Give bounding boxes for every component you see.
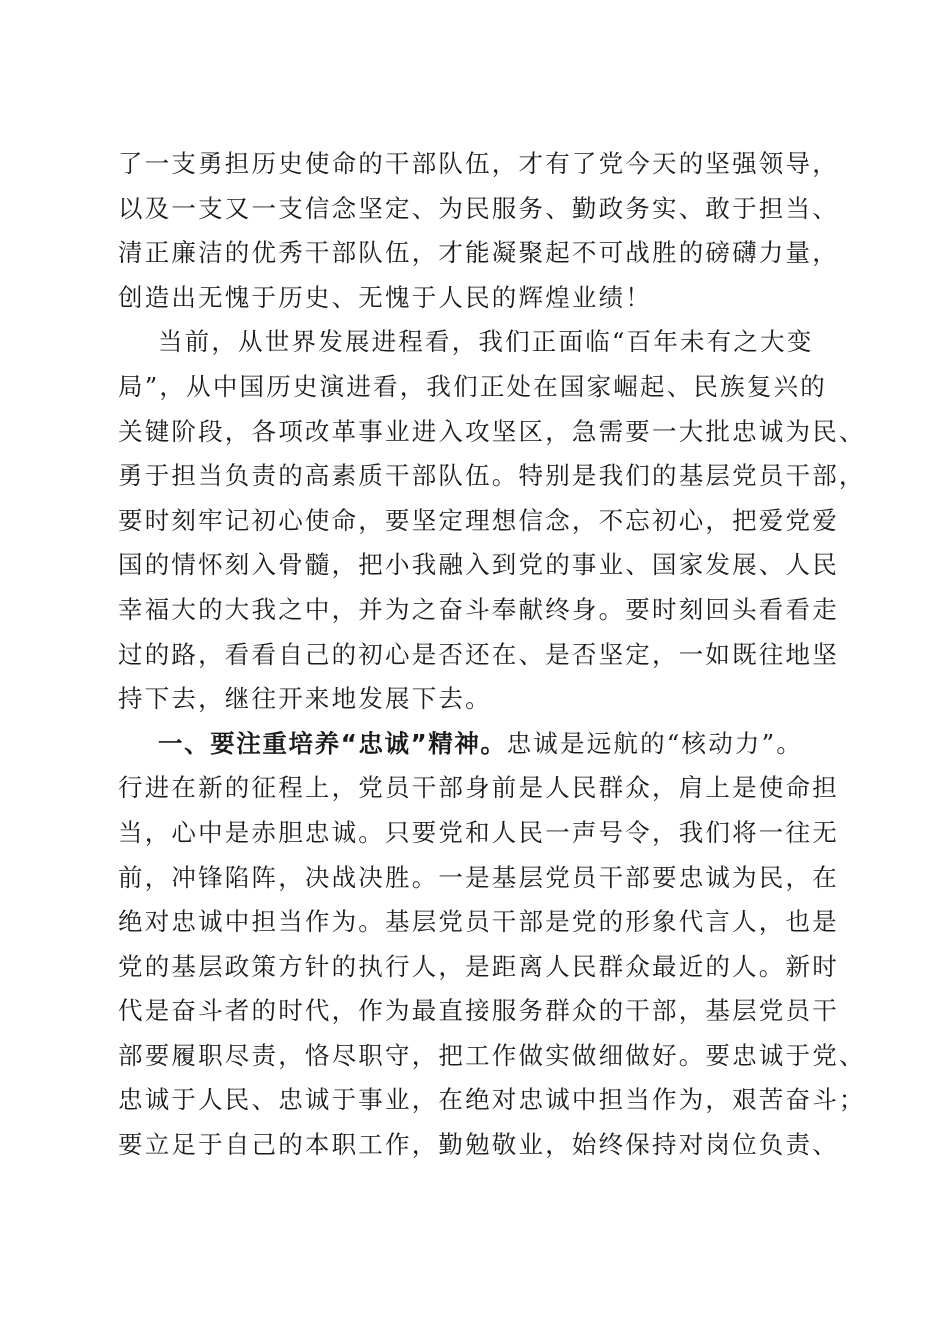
text-line: 部要履职尽责，恪尽职守，把工作做实做细做好。要忠诚于党、 [118,1040,866,1070]
text-line: 勇于担当负责的高素质干部队伍。特别是我们的基层党员干部， [118,461,866,491]
text-line: 以及一支又一支信念坚定、为民服务、勤政务实、敢于担当、 [118,193,839,223]
text-line: 绝对忠诚中担当作为。基层党员干部是党的形象代言人，也是 [118,907,839,937]
section-1 [118,722,866,1168]
text-line: 当，心中是赤胆忠诚。只要党和人民一声号令，我们将一往无 [118,817,839,847]
text-line: 持下去，继往开来地发展下去。 [118,684,492,714]
text-line: 幸福大的大我之中，并为之奋斗奉献终身。要时刻回头看看走 [118,594,839,624]
text-line: 代是奋斗者的时代，作为最直接服务群众的干部，基层党员干 [118,996,839,1026]
text-line: 了一支勇担历史使命的干部队伍，才有了党今天的坚强领导， [118,149,839,178]
section-heading: 一、要注重培养“忠诚”精神。 [158,728,507,758]
text-line: 过的路，看看自己的初心是否还在、是否坚定，一如既往地坚 [118,639,839,669]
text-line: 局”，从中国历史演进看，我们正处在国家崛起、民族复兴的 [118,371,827,401]
paragraph-2 [118,320,866,721]
text-line: 忠诚于人民、忠诚于事业，在绝对忠诚中担当作为，艰苦奋斗； [118,1085,866,1115]
body-text [118,142,866,1168]
text-line: 前，冲锋陷阵，决战决胜。一是基层党员干部要忠诚为民，在 [118,862,839,892]
text-line: 要时刻牢记初心使命，要坚定理想信念，不忘初心，把爱党爱 [118,505,839,535]
text-line: 当前，从世界发展进程看，我们正面临“百年未有之大变 [158,327,814,357]
text-line: 清正廉洁的优秀干部队伍，才能凝聚起不可战胜的磅礴力量， [118,238,839,268]
text-line: 要立足于自己的本职工作，勤勉敬业，始终保持对岗位负责、 [118,1130,839,1160]
text-line: 行进在新的征程上，党员干部身前是人民群众，肩上是使命担 [118,773,839,803]
text-line: 创造出无愧于历史、无愧于人民的辉煌业绩！ [118,282,652,312]
section-first-line [118,722,838,767]
paragraph-1 [118,142,838,320]
text-line: 关键阶段，各项改革事业进入攻坚区，急需要一大批忠诚为民、 [118,416,866,446]
section-lead-text: 忠诚是远航的“核动力”。 [506,728,804,758]
text-line: 党的基层政策方针的执行人，是距离人民群众最近的人。新时 [118,951,839,981]
text-line: 国的情怀刻入骨髓，把小我融入到党的事业、国家发展、人民 [118,550,839,580]
